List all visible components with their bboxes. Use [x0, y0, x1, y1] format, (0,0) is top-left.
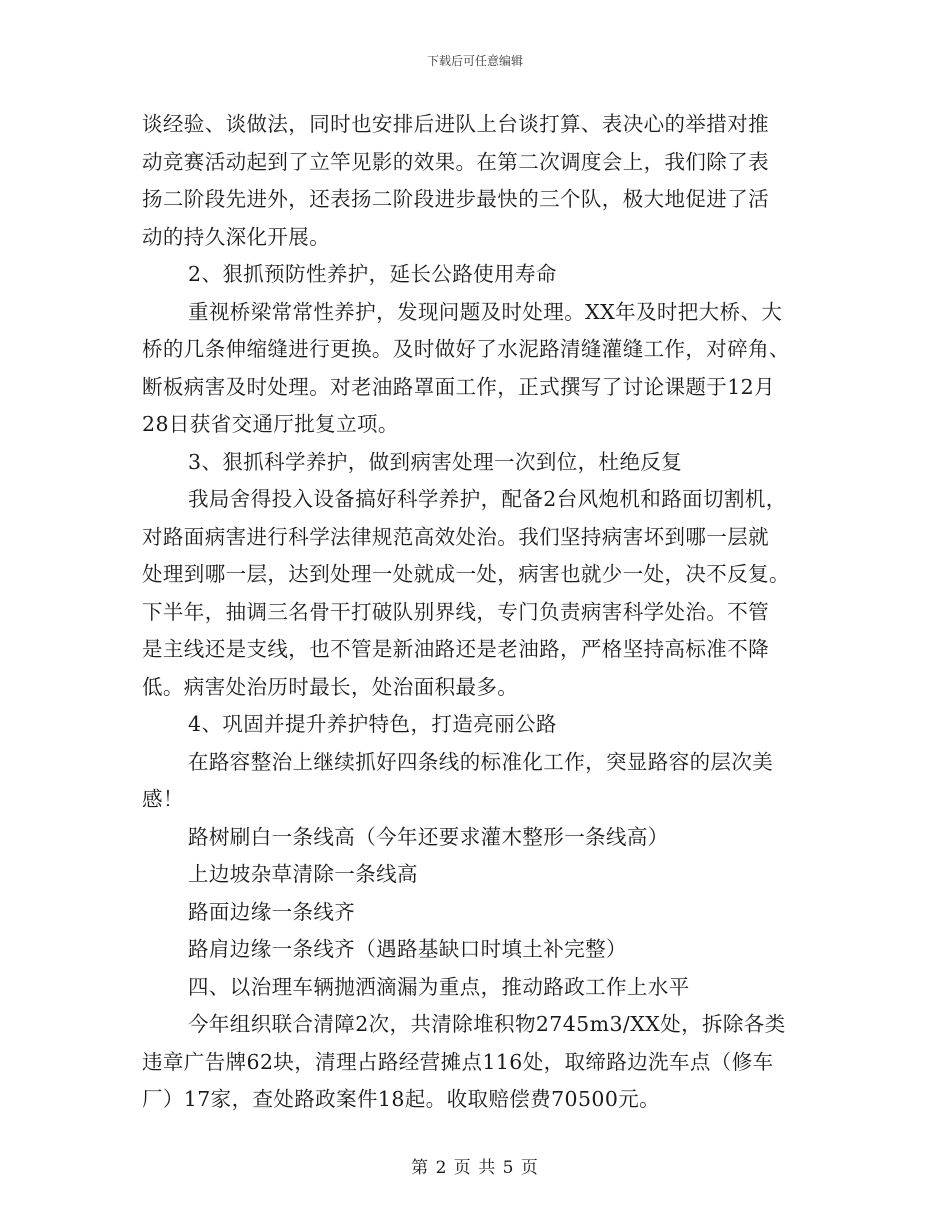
text-line: 路树刷白一条线高（今年还要求灌木整形一条线高）	[188, 824, 669, 849]
text-line: 感！	[142, 787, 184, 811]
text-line: 违章广告牌62块，清理占路经营摊点116处，取缔路边洗车点（修车	[142, 1049, 774, 1074]
text-line: 2、狠抓预防性养护，延长公路使用寿命	[188, 262, 557, 286]
text-line: 今年组织联合清障2次，共清除堆积物2745m3/XX处，拆除各类	[188, 1012, 786, 1036]
text-line: 动竞赛活动起到了立竿见影的效果。在第二次调度会上，我们除了表	[142, 149, 769, 174]
text-line: 低。病害处治历时最长，处治面积最多。	[142, 674, 519, 699]
text-line: 路面边缘一条线齐	[188, 899, 356, 924]
text-line: 4、巩固并提升养护特色，打造亮丽公路	[188, 712, 557, 736]
text-line: 上边坡杂草清除一条线高	[188, 862, 418, 886]
text-line: 桥的几条伸缩缝进行更换。及时做好了水泥路清缝灌缝工作，对碎角、	[142, 337, 790, 361]
document-body	[142, 106, 808, 1119]
text-line: 重视桥梁常常性养护，发现问题及时处理。XX年及时把大桥、大	[188, 299, 783, 324]
page-number-footer: 第 2 页 共 5 页	[411, 1158, 539, 1178]
text-line: 下半年，抽调三名骨干打破队别界线，专门负责病害科学处治。不管	[142, 599, 769, 624]
text-line: 28日获省交通厅批复立项。	[142, 412, 399, 436]
text-line: 我局舍得投入设备搞好科学养护，配备2台风炮机和路面切割机，	[188, 487, 787, 511]
page-header: 下载后可任意编辑	[426, 54, 523, 68]
text-line: 四、以治理车辆抛洒滴漏为重点，推动路政工作上水平	[188, 974, 690, 999]
text-line: 断板病害及时处理。对老油路罩面工作，正式撰写了讨论课题于12月	[142, 374, 775, 399]
text-line: 是主线还是支线，也不管是新油路还是老油路，严格坚持高标准不降	[142, 637, 769, 661]
text-line: 在路容整治上继续抓好四条线的标准化工作，突显路容的层次美	[188, 749, 774, 774]
text-line: 对路面病害进行科学法律规范高效处治。我们坚持病害坏到哪一层就	[142, 524, 769, 549]
text-line: 处理到哪一层，达到处理一处就成一处，病害也就少一处，决不反复。	[142, 562, 790, 586]
text-line: 扬二阶段先进外，还表扬二阶段进步最快的三个队，极大地促进了活	[142, 187, 769, 211]
text-line: 厂）17家，查处路政案件18起。收取赔偿费70500元。	[142, 1087, 661, 1111]
text-line: 谈经验、谈做法，同时也安排后进队上台谈打算、表决心的举措对推	[142, 112, 769, 136]
text-line: 路肩边缘一条线齐（遇路基缺口时填土补完整）	[188, 937, 627, 961]
text-line: 3、狠抓科学养护，做到病害处理一次到位，杜绝反复	[188, 449, 683, 474]
text-line: 动的持久深化开展。	[142, 224, 331, 249]
